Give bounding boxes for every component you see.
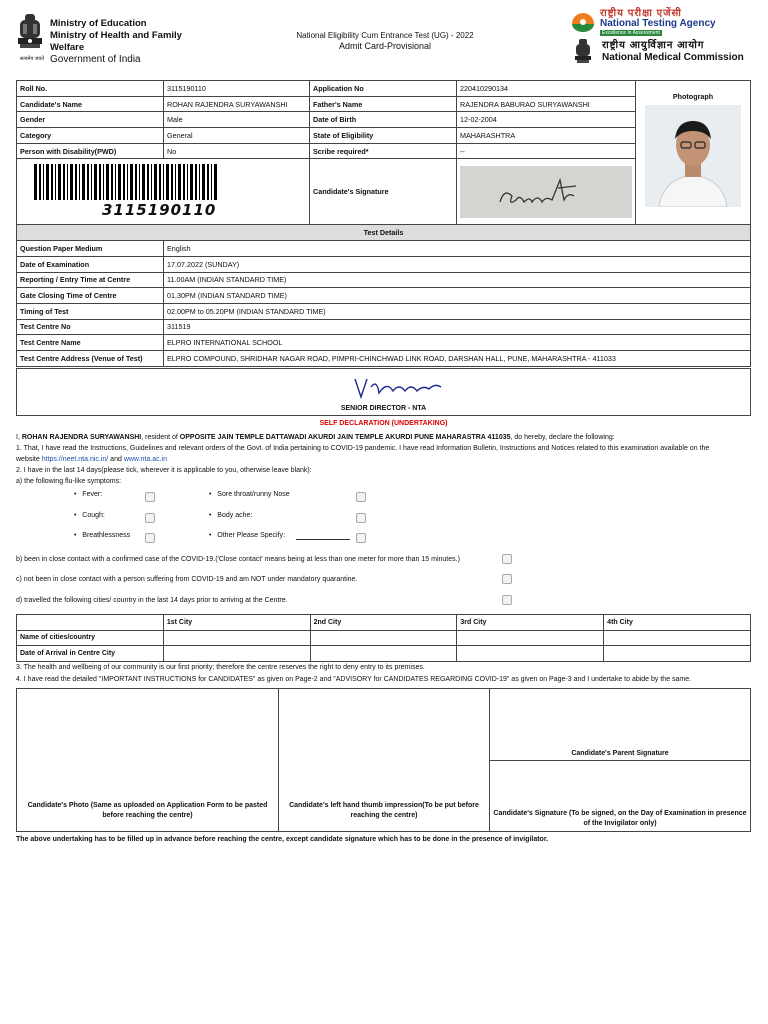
- point2c-checkbox[interactable]: [502, 574, 512, 584]
- test-row-label: Reporting / Entry Time at Centre: [17, 272, 164, 288]
- barcode-icon: [34, 164, 220, 200]
- barcode-bar: [202, 164, 205, 200]
- barcode-bar: [127, 164, 128, 200]
- barcode-bar: [142, 164, 145, 200]
- pwd-value: No: [164, 143, 310, 159]
- city-cell[interactable]: [310, 646, 457, 662]
- candidate-photo: [645, 105, 741, 207]
- dob-value: 12-02-2004: [457, 112, 636, 128]
- city-cell[interactable]: [310, 630, 457, 646]
- category-value: General: [164, 128, 310, 144]
- barcode-bar: [99, 164, 101, 200]
- barcode-bar: [139, 164, 140, 200]
- candidate-signature-box-label: Candidate's Signature (To be signed, on the Day of Examination in presence of the Invigilator only): [493, 810, 747, 827]
- other-specify-line[interactable]: [296, 539, 350, 540]
- director-signature-icon: [347, 373, 447, 401]
- barcode-bar: [151, 164, 152, 200]
- city-cell[interactable]: [163, 630, 310, 646]
- barcode-number: 3115190110: [102, 201, 217, 220]
- photograph-cell: [636, 81, 751, 225]
- barcode-bar: [154, 164, 157, 200]
- director-signature-box: [16, 368, 751, 416]
- state-value: MAHARASHTRA: [457, 128, 636, 144]
- city-header: 4th City: [604, 615, 751, 631]
- city-cell[interactable]: [457, 646, 604, 662]
- exam-title: National Eligibility Cum Entrance Test (UG) - 2022: [296, 31, 474, 40]
- barcode-bar: [175, 164, 176, 200]
- test-row-label: Timing of Test: [17, 303, 164, 319]
- photograph-label: Photograph: [672, 92, 714, 101]
- city-header: 2nd City: [310, 615, 457, 631]
- symptom-breathlessness: • Breathlessness: [74, 532, 131, 539]
- symptom-body-ache: • Body ache:: [209, 512, 253, 519]
- city-header-blank: [17, 615, 164, 631]
- barcode-bar: [106, 164, 109, 200]
- declaration-title: SELF DECLARATION (UNDERTAKING): [319, 420, 448, 427]
- barcode-bar: [70, 164, 73, 200]
- candidate-signature-box: [489, 760, 751, 832]
- city-row-label: Date of Arrival in Centre City: [17, 646, 164, 662]
- barcode-bar: [178, 164, 181, 200]
- barcode-bar: [75, 164, 77, 200]
- father-name-label: Father's Name: [310, 96, 457, 112]
- barcode-bar: [123, 164, 125, 200]
- footer-note: The above undertaking has to be filled up in advance before reaching the centre, except candidate signature which has to be done in the presence of invigilator.: [16, 836, 549, 843]
- breathlessness-checkbox[interactable]: [145, 533, 155, 543]
- symptom-sore-throat: • Sore throat/runny Nose: [209, 491, 290, 498]
- other-checkbox[interactable]: [356, 533, 366, 543]
- city-row-label: Name of cities/country: [17, 630, 164, 646]
- barcode-bar: [207, 164, 209, 200]
- test-row-label: Gate Closing Time of Centre: [17, 288, 164, 304]
- candidate-photo-box: [16, 688, 279, 832]
- pwd-label: Person with Disability(PWD): [17, 143, 164, 159]
- test-row-label: Test Centre Address (Venue of Test): [17, 350, 164, 366]
- barcode-bar: [79, 164, 80, 200]
- thumb-impression-label: Candidate's left hand thumb impression(To be put before reaching the centre): [289, 802, 479, 819]
- declaration-point2a: a) the following flu-like symptoms:: [16, 478, 122, 485]
- barcode-bar: [118, 164, 121, 200]
- city-header: 3rd City: [457, 615, 604, 631]
- test-row-label: Date of Examination: [17, 256, 164, 272]
- roll-no-label: Roll No.: [17, 81, 164, 97]
- ministry-names: Ministry of Education Ministry of Health and Family Welfare Government of India: [50, 18, 182, 65]
- barcode-bar: [166, 164, 169, 200]
- point2b-checkbox[interactable]: [502, 554, 512, 564]
- barcode-bar: [211, 164, 212, 200]
- father-name-value: RAJENDRA BABURAO SURYAWANSHI: [457, 96, 636, 112]
- barcode-bar: [67, 164, 68, 200]
- exam-title-block: [240, 30, 530, 52]
- barcode-bar: [58, 164, 61, 200]
- cough-checkbox[interactable]: [145, 513, 155, 523]
- candidate-photo-box-label: Candidate's Photo (Same as uploaded on Application Form to be pasted before reaching the centre): [27, 802, 268, 819]
- declaration-point2d: d) travelled the following cities/ country in the last 14 days prior to arriving at the Centre.: [16, 597, 288, 604]
- travel-cities-table: [16, 614, 751, 662]
- barcode-bar: [43, 164, 44, 200]
- test-row-value: 02.00PM to 05.20PM (INDIAN STANDARD TIME): [164, 303, 751, 319]
- scribe-label: Scribe required*: [310, 143, 457, 159]
- test-row-label: Question Paper Medium: [17, 241, 164, 257]
- barcode-bar: [87, 164, 89, 200]
- parent-signature-box: [489, 688, 751, 761]
- barcode-bar: [163, 164, 164, 200]
- candidate-name-value: ROHAN RAJENDRA SURYAWANSHI: [164, 96, 310, 112]
- declaration-point2c: c) not been in close contact with a person suffering from COVID-19 and am NOT under mandatory quarantine.: [16, 576, 358, 583]
- barcode-bar: [111, 164, 113, 200]
- barcode-bar: [130, 164, 133, 200]
- director-label: SENIOR DIRECTOR - NTA: [340, 405, 427, 412]
- nta-logo: राष्ट्रीय परीक्षा एजेंसी National Testing Agency Excellence in Assessment: [570, 8, 750, 38]
- barcode-bar: [190, 164, 193, 200]
- declaration-point1-links: website https://neet.nta.nic.in/ and www.nta.ac.in: [16, 456, 167, 463]
- candidate-signature-image: [460, 166, 632, 218]
- test-row-value: English: [164, 241, 751, 257]
- sore-throat-checkbox[interactable]: [356, 492, 366, 502]
- city-cell[interactable]: [457, 630, 604, 646]
- barcode-bar: [183, 164, 185, 200]
- test-details-heading: Test Details: [17, 225, 751, 241]
- barcode-bar: [135, 164, 137, 200]
- candidate-signature-cell: [457, 159, 636, 225]
- fever-checkbox[interactable]: [145, 492, 155, 502]
- barcode-bar: [195, 164, 197, 200]
- body-ache-checkbox[interactable]: [356, 513, 366, 523]
- declaration-point4: 4. I have read the detailed "IMPORTANT INSTRUCTIONS for CANDIDATES" as given on Page-2 and "ADVISORY for CANDIDATES REGARDING COVID-19" as given on Page-3 and I undertake to abide by the same.: [16, 676, 692, 683]
- symptom-other: • Other Please Specify:: [209, 532, 285, 539]
- parent-signature-label: Candidate's Parent Signature: [571, 750, 669, 757]
- application-no-label: Application No: [310, 81, 457, 97]
- barcode-bar: [51, 164, 53, 200]
- candidate-name-label: Candidate's Name: [17, 96, 164, 112]
- barcode-bar: [214, 164, 217, 200]
- barcode-bar: [159, 164, 161, 200]
- category-label: Category: [17, 128, 164, 144]
- emblem-motto: सत्यमेव जयते: [19, 56, 45, 62]
- barcode-bar: [199, 164, 200, 200]
- barcode-bar: [115, 164, 116, 200]
- barcode-bar: [46, 164, 49, 200]
- thumb-impression-box: [278, 688, 490, 832]
- test-row-value: 01.30PM (INDIAN STANDARD TIME): [164, 288, 751, 304]
- application-no-value: 220410290134: [457, 81, 636, 97]
- nmc-logo: राष्ट्रीय आयुर्विज्ञान आयोग National Medical Commission: [572, 38, 752, 68]
- city-cell[interactable]: [604, 630, 751, 646]
- barcode: [34, 164, 306, 219]
- barcode-bar: [82, 164, 85, 200]
- gender-label: Gender: [17, 112, 164, 128]
- roll-no-value: 3115190110: [164, 81, 310, 97]
- nmc-emblem-icon: [572, 38, 594, 66]
- test-row-value: 311519: [164, 319, 751, 335]
- person-photo-icon: [645, 105, 741, 207]
- neet-website-link[interactable]: https://neet.nta.nic.in/: [41, 456, 109, 463]
- test-row-label: Test Centre Name: [17, 335, 164, 351]
- test-row-value: 17.07.2022 (SUNDAY): [164, 256, 751, 272]
- test-row-label: Test Centre No: [17, 319, 164, 335]
- point2d-checkbox[interactable]: [502, 595, 512, 605]
- symptom-cough: • Cough:: [74, 512, 105, 519]
- city-cell[interactable]: [163, 646, 310, 662]
- barcode-bar: [171, 164, 173, 200]
- declaration-intro: I, ROHAN RAJENDRA SURYAWANSHI, resident of OPPOSITE JAIN TEMPLE DATTAWADI AKURDI JAIN TEMPLE AKURDI PUNE MAHARASTRA 411035, do hereby, declare the following:: [16, 434, 615, 441]
- barcode-bar: [103, 164, 104, 200]
- declaration-point3: 3. The health and wellbeing of our community is our first priority; therefore the centre reserves the right to deny entry to its premises.: [16, 664, 425, 671]
- city-cell[interactable]: [604, 646, 751, 662]
- gender-value: Male: [164, 112, 310, 128]
- dob-label: Date of Birth: [310, 112, 457, 128]
- test-row-value: ELPRO INTERNATIONAL SCHOOL: [164, 335, 751, 351]
- test-row-value: ELPRO COMPOUND, SHRIDHAR NAGAR ROAD, PIMPRI-CHINCHWAD LINK ROAD, DARSHAN HALL, PUNE, MAHARASHTRA - 411033: [164, 350, 751, 366]
- barcode-bar: [39, 164, 41, 200]
- test-row-value: 11.00AM (INDIAN STANDARD TIME): [164, 272, 751, 288]
- barcode-bar: [147, 164, 149, 200]
- undertaking-boxes: [16, 688, 751, 832]
- barcode-cell: [17, 159, 310, 225]
- barcode-bar: [55, 164, 56, 200]
- symptom-fever: • Fever:: [74, 491, 103, 498]
- card-title: Admit Card-Provisional: [338, 41, 432, 51]
- ministry-header: [14, 12, 214, 72]
- barcode-bar: [91, 164, 92, 200]
- declaration-point1: 1. That, I have read the Instructions, Guidelines and relevant orders of the Govt. of India pertaining to COVID-19 pandemic. I have read Information Bulletin, Instructions and Notices related to this examination available on the: [16, 445, 710, 452]
- nta-emblem-icon: [570, 10, 596, 32]
- declaration-point2: 2. I have in the last 14 days(please tick, wherever it is applicable to you, otherwise leave blank):: [16, 467, 312, 474]
- barcode-bar: [94, 164, 97, 200]
- barcode-bar: [187, 164, 188, 200]
- candidate-details-table: [16, 80, 751, 367]
- declaration-point2b: b) been in close contact with a confirmed case of the COVID-19.('Close contact' means being at less than one meter for more than 15 minutes.): [16, 556, 460, 563]
- barcode-bar: [34, 164, 37, 200]
- city-header: 1st City: [163, 615, 310, 631]
- scribe-value: --: [457, 143, 636, 159]
- nta-website-link[interactable]: www.nta.ac.in: [123, 456, 167, 463]
- state-label: State of Eligibility: [310, 128, 457, 144]
- barcode-bar: [63, 164, 65, 200]
- candidate-signature-label: Candidate's Signature: [310, 159, 457, 225]
- signature-icon: [460, 166, 632, 218]
